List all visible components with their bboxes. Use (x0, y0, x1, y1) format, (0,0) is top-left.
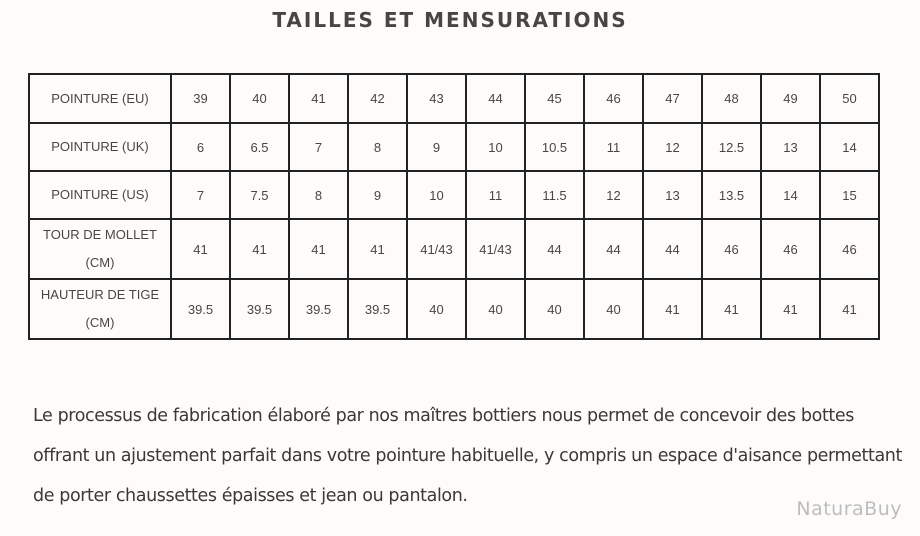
row-header: TOUR DE MOLLET (CM) (29, 219, 171, 279)
table-cell: 41 (289, 219, 348, 279)
table-cell: 40 (525, 279, 584, 339)
table-cell: 11.5 (525, 171, 584, 219)
table-cell: 41 (348, 219, 407, 279)
table-cell: 6 (171, 123, 230, 171)
table-cell: 45 (525, 74, 584, 123)
table-cell: 44 (525, 219, 584, 279)
table-cell: 44 (584, 219, 643, 279)
table-cell: 41 (761, 279, 820, 339)
table-cell: 7.5 (230, 171, 289, 219)
table-cell: 46 (584, 74, 643, 123)
table-cell: 41 (171, 219, 230, 279)
table-cell: 47 (643, 74, 702, 123)
table-cell: 43 (407, 74, 466, 123)
table-cell: 9 (348, 171, 407, 219)
table-cell: 40 (466, 279, 525, 339)
table-cell: 13 (761, 123, 820, 171)
table-cell: 8 (348, 123, 407, 171)
table-cell: 39.5 (289, 279, 348, 339)
table-cell: 42 (348, 74, 407, 123)
table-cell: 41 (289, 74, 348, 123)
table-cell: 7 (171, 171, 230, 219)
table-cell: 39.5 (348, 279, 407, 339)
table-cell: 40 (407, 279, 466, 339)
table-cell: 12.5 (702, 123, 761, 171)
watermark-logo: NaturaBuy (796, 498, 902, 520)
table-cell: 11 (584, 123, 643, 171)
table-cell: 13 (643, 171, 702, 219)
table-cell: 41 (702, 279, 761, 339)
page-title: TAILLES ET MENSURATIONS (272, 8, 628, 32)
table-cell: 46 (820, 219, 879, 279)
table-cell: 14 (820, 123, 879, 171)
table-cell: 10 (466, 123, 525, 171)
table-row (29, 123, 879, 171)
table-cell: 50 (820, 74, 879, 123)
table-cell: 41 (820, 279, 879, 339)
table-row (29, 171, 879, 219)
table-cell: 49 (761, 74, 820, 123)
table-cell: 44 (466, 74, 525, 123)
table-cell: 46 (761, 219, 820, 279)
table-cell: 13.5 (702, 171, 761, 219)
table-cell: 40 (584, 279, 643, 339)
table-cell: 14 (761, 171, 820, 219)
description-paragraph: Le processus de fabrication élaboré par nos maîtres bottiers nous permet de concevoir des bottes offrant un ajustement parfait dans votre pointure habituelle, y compris un espace d'aisance permettant de porter chaussettes épaisses et jean ou pantalon. (33, 406, 902, 506)
table-row (29, 74, 879, 123)
table-cell: 39.5 (230, 279, 289, 339)
table-cell: 40 (230, 74, 289, 123)
table-cell: 41/43 (407, 219, 466, 279)
row-header: POINTURE (EU) (29, 74, 171, 123)
table-row (29, 279, 879, 339)
table-cell: 41 (643, 279, 702, 339)
row-header: HAUTEUR DE TIGE (CM) (29, 279, 171, 339)
table-cell: 41 (230, 219, 289, 279)
row-header: POINTURE (US) (29, 171, 171, 219)
table-cell: 8 (289, 171, 348, 219)
table-cell: 10.5 (525, 123, 584, 171)
table-cell: 12 (584, 171, 643, 219)
table-cell: 39.5 (171, 279, 230, 339)
table-cell: 11 (466, 171, 525, 219)
table-cell: 41/43 (466, 219, 525, 279)
table-cell: 48 (702, 74, 761, 123)
table-cell: 6.5 (230, 123, 289, 171)
table-cell: 44 (643, 219, 702, 279)
table-cell: 15 (820, 171, 879, 219)
size-table (28, 73, 880, 340)
table-cell: 10 (407, 171, 466, 219)
row-header: POINTURE (UK) (29, 123, 171, 171)
table-cell: 39 (171, 74, 230, 123)
table-cell: 12 (643, 123, 702, 171)
table-cell: 9 (407, 123, 466, 171)
table-cell: 7 (289, 123, 348, 171)
table-row (29, 219, 879, 279)
table-cell: 46 (702, 219, 761, 279)
